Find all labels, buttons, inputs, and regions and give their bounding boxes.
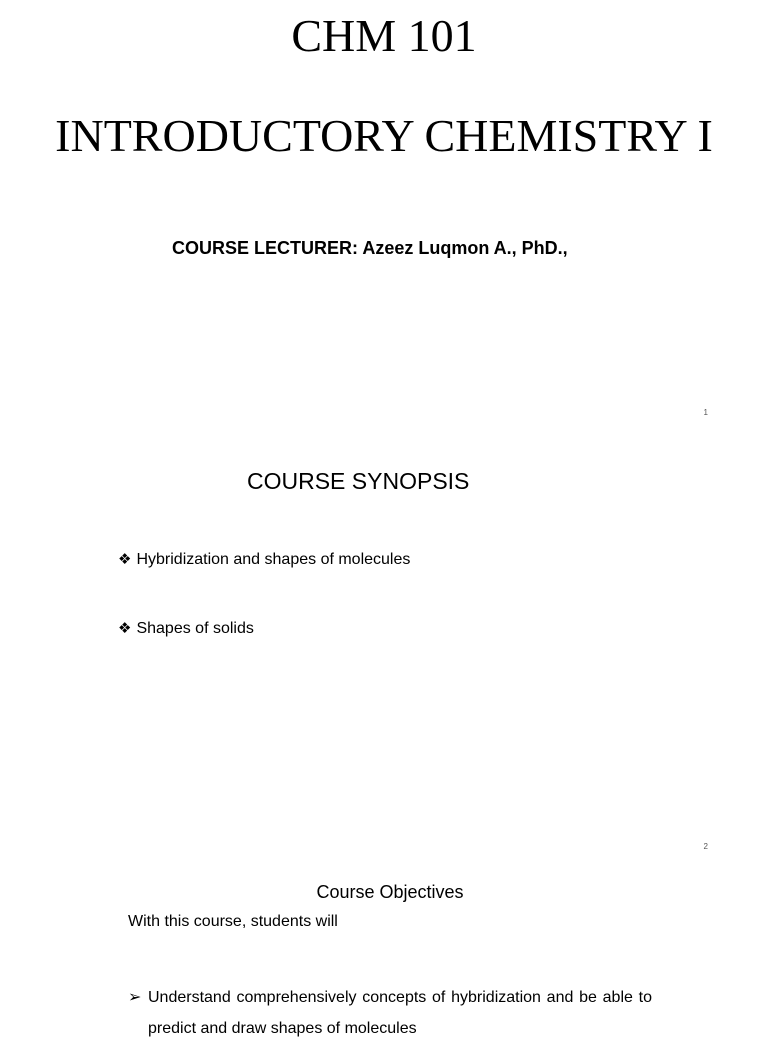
arrow-bullet-icon: ➢ bbox=[128, 989, 142, 1006]
diamond-bullet-icon: ❖ bbox=[118, 551, 132, 568]
course-code: CHM 101 bbox=[291, 10, 477, 61]
objectives-intro: With this course, students will bbox=[128, 913, 338, 930]
slide-title bbox=[0, 0, 768, 432]
list-item bbox=[128, 982, 652, 1044]
list-item-text: Shapes of solids bbox=[136, 620, 254, 637]
list-item-text: Hybridization and shapes of molecules bbox=[136, 551, 411, 568]
course-lecturer: COURSE LECTURER: Azeez Luqmon A., PhD., bbox=[172, 238, 568, 258]
diamond-bullet-icon: ❖ bbox=[118, 620, 132, 637]
list-item bbox=[118, 618, 254, 640]
page-number: 2 bbox=[703, 842, 708, 851]
list-item-text: Understand comprehensively concepts of hybridization and be able to predict and draw shapes of molecules bbox=[148, 989, 652, 1037]
page-number: 1 bbox=[703, 408, 708, 417]
course-title: INTRODUCTORY CHEMISTRY I bbox=[55, 110, 713, 161]
slide-synopsis bbox=[0, 432, 768, 864]
list-item bbox=[118, 549, 410, 571]
slide-objectives bbox=[0, 864, 768, 1037]
synopsis-heading: COURSE SYNOPSIS bbox=[247, 468, 470, 494]
objectives-heading: Course Objectives bbox=[316, 882, 464, 902]
